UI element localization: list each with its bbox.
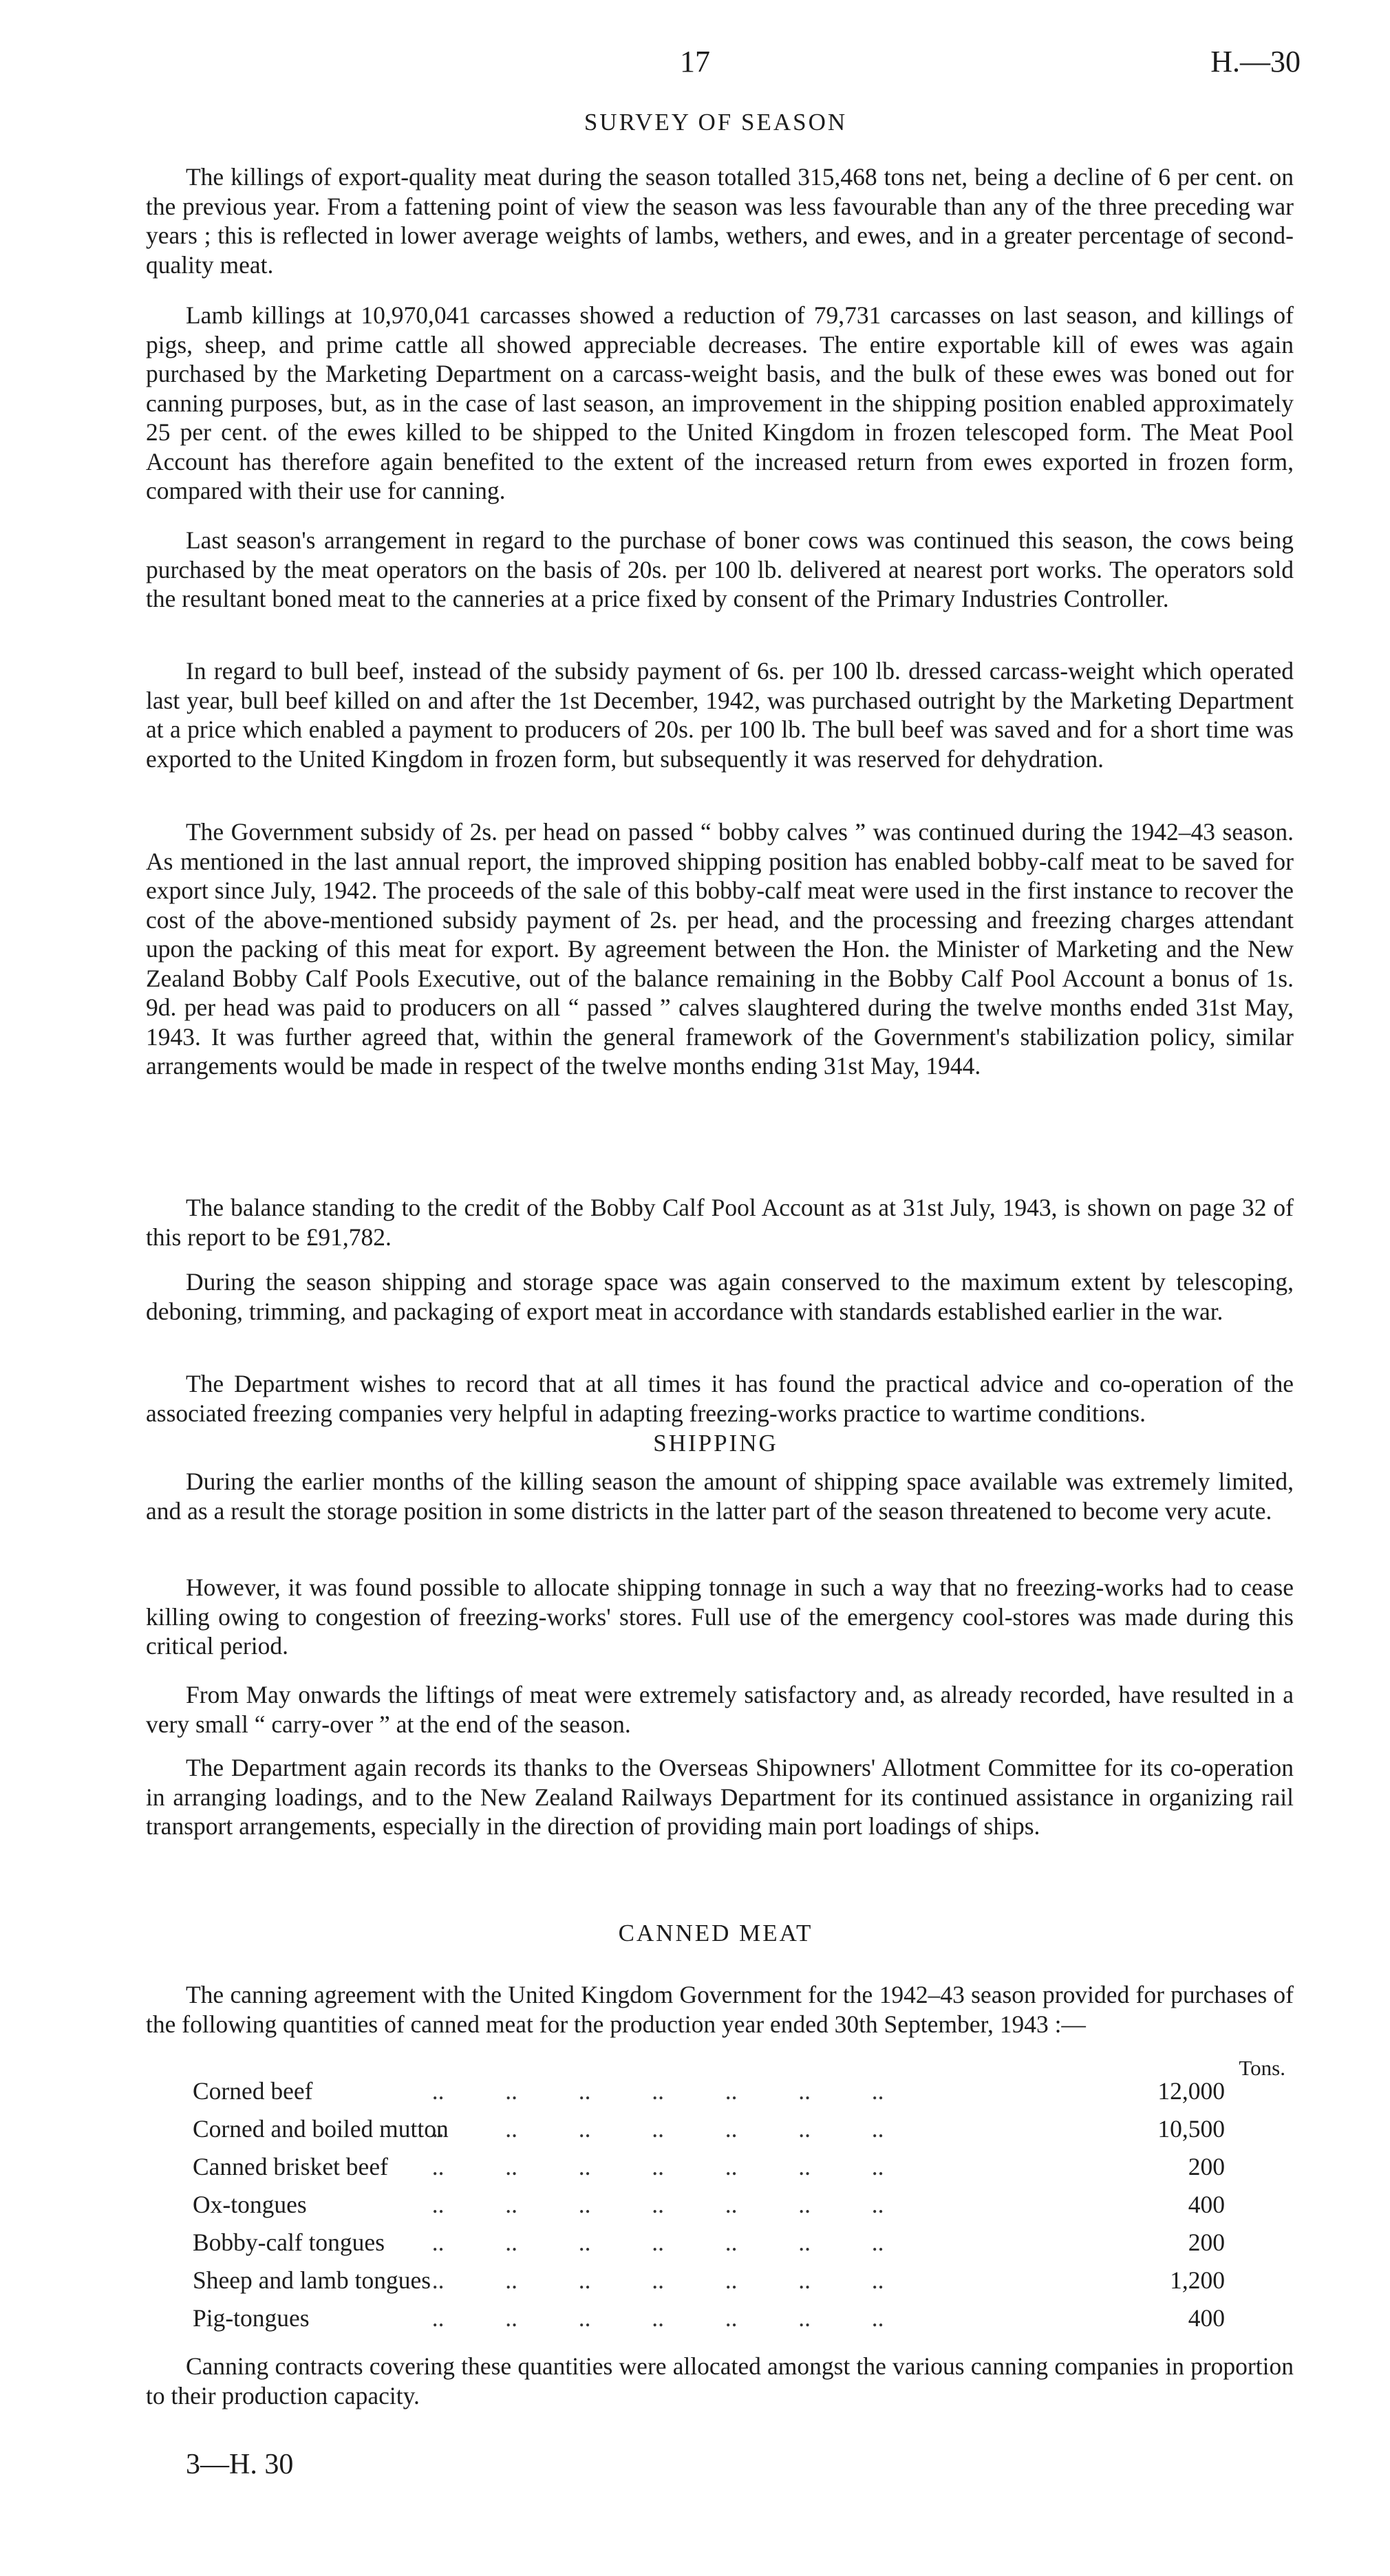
survey-paragraph-1: The killings of export-quality meat during the season totalled 315,468 tons net, being a decline of 6 per cent. on the previous year. From a fattening point of view the season was less favourable than any of the three preceding war years ; this is reflected in lower average weights of lambs, wethers, and ewes, and in a greater percentage of second-quality meat. [146, 163, 1294, 279]
page-number: 17 [680, 45, 710, 78]
leader-dots: .. .. .. .. .. .. .. [420, 2153, 884, 2180]
leader-dots: .. .. .. .. .. .. .. [420, 2266, 884, 2294]
item-label: Pig-tongues [193, 2304, 310, 2332]
table-row [193, 2110, 1225, 2148]
item-tons: 1,200 [1170, 2266, 1225, 2294]
leader-dots: .. .. .. .. .. .. .. [420, 2077, 884, 2105]
table-row [193, 2072, 1225, 2110]
section-heading-canned-meat: CANNED MEAT [618, 1920, 813, 1946]
leader-dots: .. .. .. .. .. .. .. [420, 2115, 884, 2143]
canned-meat-table [193, 2072, 1225, 2337]
leader-dots: .. .. .. .. .. .. .. [420, 2191, 884, 2218]
section-heading-shipping: SHIPPING [653, 1430, 778, 1457]
table-row [193, 2148, 1225, 2186]
shipping-paragraph-3: From May onwards the liftings of meat were extremely satisfactory and, as already recorded, have resulted in a very small “ carry-over ” at the end of the season. [146, 1681, 1294, 1738]
item-label: Bobby-calf tongues [193, 2229, 385, 2256]
item-tons: 12,000 [1157, 2077, 1225, 2105]
survey-paragraph-3: Last season's arrangement in regard to the purchase of boner cows was continued this season, the cows being purchased by the meat operators on the basis of 20s. per 100 lb. delivered at nearest port works. The operators sold the resultant boned meat to the canneries at a price fixed by consent of the Primary Industries Controller. [146, 526, 1294, 612]
table-row [193, 2262, 1225, 2299]
shipping-paragraph-2: However, it was found possible to allocate shipping tonnage in such a way that no freezing-works had to cease killing owing to congestion of freezing-works' stores. Full use of the emergency cool-stores was made during this critical period. [146, 1574, 1294, 1660]
item-tons: 400 [1188, 2304, 1225, 2332]
item-label: Canned brisket beef [193, 2153, 388, 2180]
signature-reference: 3—H. 30 [186, 2449, 294, 2480]
leader-dots: .. .. .. .. .. .. .. [420, 2229, 884, 2256]
leader-dots: .. .. .. .. .. .. .. [420, 2304, 884, 2332]
item-tons: 200 [1188, 2229, 1225, 2256]
table-row [193, 2186, 1225, 2224]
shipping-paragraph-1: During the earlier months of the killing season the amount of shipping space available was extremely limited, and as a result the storage position in some districts in the latter part of the season threatened to become very acute. [146, 1468, 1294, 1525]
tons-column-header: Tons. [1239, 2056, 1285, 2080]
canned-meat-intro: The canning agreement with the United Kingdom Government for the 1942–43 season provided for purchases of the following quantities of canned meat for the production year ended 30th September, 1943 :— [146, 1981, 1294, 2038]
canned-meat-closing: Canning contracts covering these quantities were allocated amongst the various canning companies in proportion to their production capacity. [146, 2352, 1294, 2409]
document-reference: H.—30 [1210, 45, 1301, 78]
table-row [193, 2224, 1225, 2262]
survey-paragraph-2: Lamb killings at 10,970,041 carcasses showed a reduction of 79,731 carcasses on last season, and killings of pigs, sheep, and prime cattle all showed appreciable decreases. The entire exportable kill of ewes was again purchased by the Marketing Department on a carcass-weight basis, and the bulk of these ewes was boned out for canning purposes, but, as in the case of last season, an improvement in the shipping position enabled approximately 25 per cent. of the ewes killed to be shipped to the United Kingdom in frozen telescoped form. The Meat Pool Account has therefore again benefited to the extent of the increased return from ewes exported in frozen form, compared with their use for canning. [146, 301, 1294, 504]
survey-paragraph-8: The Department wishes to record that at all times it has found the practical advice and co-operation of the associated freezing companies very helpful in adapting freezing-works practice to wartime conditions. [146, 1370, 1294, 1427]
survey-paragraph-7: During the season shipping and storage space was again conserved to the maximum extent by telescoping, deboning, trimming, and packaging of export meat in accordance with standards established earlier in the war. [146, 1268, 1294, 1325]
shipping-paragraph-4: The Department again records its thanks to the Overseas Shipowners' Allotment Committee for its co-operation in arranging loadings, and to the New Zealand Railways Department for its continued assistance in organizing rail transport arrangements, especially in the direction of providing main port loadings of ships. [146, 1754, 1294, 1840]
survey-paragraph-6: The balance standing to the credit of the Bobby Calf Pool Account as at 31st July, 1943, is shown on page 32 of this report to be £91,782. [146, 1194, 1294, 1251]
section-heading-survey: SURVEY OF SEASON [584, 109, 848, 136]
item-label: Sheep and lamb tongues [193, 2266, 431, 2294]
survey-paragraph-5: The Government subsidy of 2s. per head on passed “ bobby calves ” was continued during the 1942–43 season. As mentioned in the last annual report, the improved shipping position has enabled bobby-calf meat to be saved for export since July, 1942. The proceeds of the sale of this bobby-calf meat were used in the first instance to recover the cost of the above-mentioned subsidy payment of 2s. per head, and the processing and freezing charges attendant upon the packing of this meat for export. By agreement between the Hon. the Minister of Marketing and the New Zealand Bobby Calf Pools Executive, out of the balance remaining in the Bobby Calf Pool Account a bonus of 1s. 9d. per head was paid to producers on all “ passed ” calves slaughtered during the twelve months ended 31st May, 1943. It was further agreed that, within the general framework of the Government's stabilization policy, similar arrangements would be made in respect of the twelve months ending 31st May, 1944. [146, 818, 1294, 1080]
table-row [193, 2299, 1225, 2337]
survey-paragraph-4: In regard to bull beef, instead of the subsidy payment of 6s. per 100 lb. dressed carcass-weight which operated last year, bull beef killed on and after the 1st December, 1942, was purchased outright by the Marketing Department at a price which enabled a payment to producers of 20s. per 100 lb. The bull beef was saved and for a short time was exported to the United Kingdom in frozen form, but subsequently it was reserved for dehydration. [146, 657, 1294, 773]
item-tons: 10,500 [1157, 2115, 1225, 2143]
item-tons: 400 [1188, 2191, 1225, 2218]
item-tons: 200 [1188, 2153, 1225, 2180]
item-label: Corned beef [193, 2077, 313, 2105]
item-label: Ox-tongues [193, 2191, 307, 2218]
item-label: Corned and boiled mutton [193, 2115, 449, 2143]
